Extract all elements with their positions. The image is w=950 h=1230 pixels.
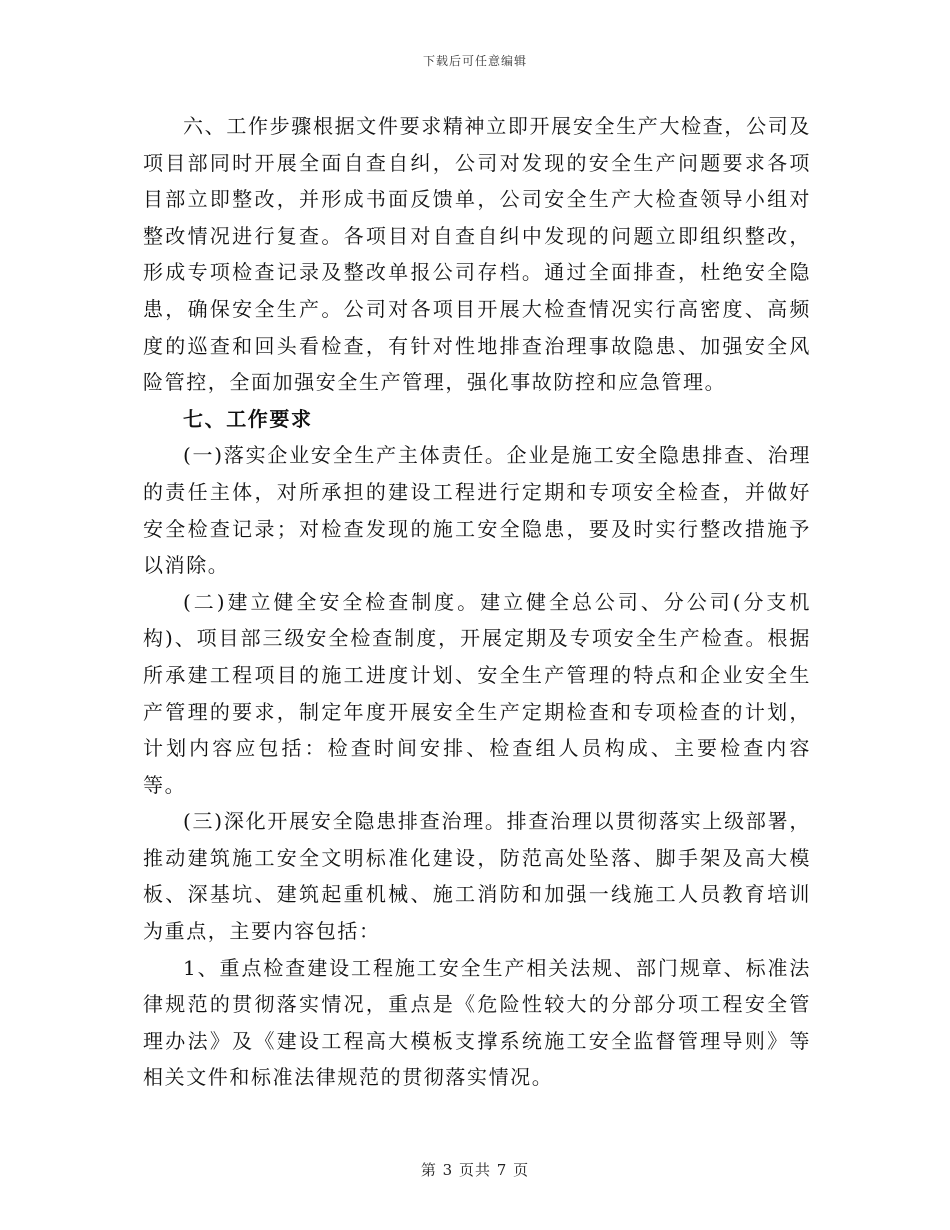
paragraph-work-steps: 六、工作步骤根据文件要求精神立即开展安全生产大检查，公司及项目部同时开展全面自查自纠，公司对发现的安全生产问题要求各项目部立即整改，并形成书面反馈单，公司安全生产大检查领导小组对整改情况进行复查。各项目对自查自纠中发现的问题立即组织整改，形成专项检查记录及整改单报公司存档。通过全面排查，杜绝安全隐患，确保安全生产。公司对各项目开展大检查情况实行高密度、高频度的巡查和回头看检查，有针对性地排查治理事故隐患、加强安全风险管控，全面加强安全生产管理，强化事故防控和应急管理。	[143, 114, 811, 395]
paragraph-item-1: 1、重点检查建设工程施工安全生产相关法规、部门规章、标准法律规范的贯彻落实情况，重点是《危险性较大的分部分项工程安全管理办法》及《建设工程高大模板支撑系统施工安全监督管理导则》等相关文件和标准法律规范的贯彻落实情况。	[143, 955, 811, 1090]
paragraph-requirement-1: (一)落实企业安全生产主体责任。企业是施工安全隐患排查、治理的责任主体，对所承担的建设工程进行定期和专项安全检查，并做好安全检查记录；对检查发现的施工安全隐患，要及时实行整改措施予以消除。	[143, 443, 811, 578]
paragraph-requirement-3: (三)深化开展安全隐患排查治理。排查治理以贯彻落实上级部署，推动建筑施工安全文明标准化建设，防范高处坠落、脚手架及高大模板、深基坑、建筑起重机械、施工消防和加强一线施工人员教育培训为重点，主要内容包括：	[143, 809, 811, 944]
paragraph-requirement-2: (二)建立健全安全检查制度。建立健全总公司、分公司(分支机构)、项目部三级安全检查制度，开展定期及专项安全生产检查。根据所承建工程项目的施工进度计划、安全生产管理的特点和企业安全生产管理的要求，制定年度开展安全生产定期检查和专项检查的计划，计划内容应包括：检查时间安排、检查组人员构成、主要检查内容等。	[143, 589, 811, 797]
page-header: 下载后可任意编辑	[422, 54, 527, 68]
section-heading-work-requirements: 七、工作要求	[183, 406, 313, 431]
page-footer: 第 3 页共 7 页	[420, 1161, 530, 1179]
document-body	[143, 108, 811, 1096]
